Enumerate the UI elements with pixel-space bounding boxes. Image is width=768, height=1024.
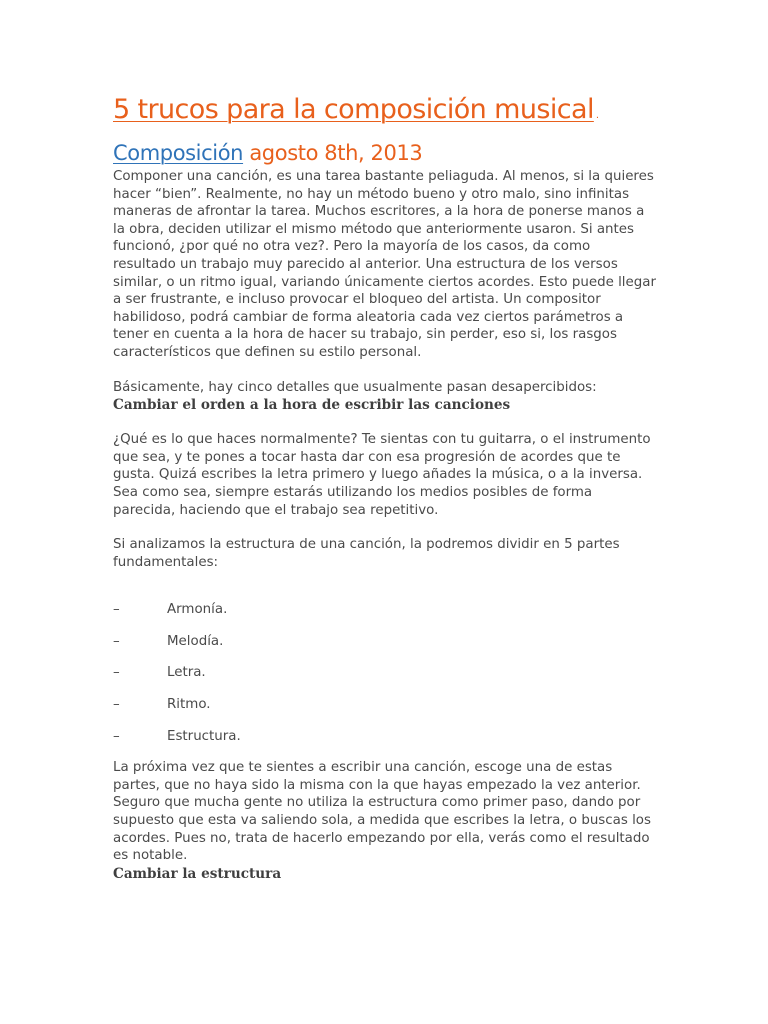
list-item-text: Melodía. [167,633,224,649]
paragraph-habits: ¿Qué es lo que haces normalmente? Te sientas con tu guitarra, o el instrumento que sea, y te pones a tocar hasta dar con esa progresión de acordes que te gusta. Quizá escribes la letra primero y luego añades la música, o a la inversa. Sea como sea, siempre estarás utilizando los medios posibles de forma parecida, haciendo que el trabajo sea repetitivo. [113,432,651,518]
details-paragraph: Básicamente, hay cinco detalles que usualmente pasan desapercibidos: [113,379,597,395]
list-item [113,601,656,619]
list-bullet: – [113,602,120,618]
list-bullet: – [113,633,120,649]
list-item-text: Letra. [167,665,206,681]
list-bullet: – [113,697,120,713]
post-meta [113,140,656,166]
section-heading-structure: Cambiar la estructura [113,865,282,882]
list-item-text: Ritmo. [167,697,211,713]
title-suffix: . [595,110,600,121]
post-date: agosto 8th, 2013 [249,141,423,165]
paragraph-next-time: La próxima vez que te sientes a escribir una canción, escoge una de estas partes, que no haya sido la misma con la que hayas empezado la vez anterior. Seguro que mucha gente no utiliza la estructura como primer paso, dando por supuesto que esta va saliendo sola, a medida que escribes la letra, o buscas los acordes. Pues no, trata de hacerlo empezando por ella, verás como el resultado es notable. [113,760,651,864]
list-bullet: – [113,665,120,681]
intro-paragraph: Componer una canción, es una tarea bastante peliaguda. Al menos, si la quieres hacer “bien”. Realmente, no hay un método bueno y otro malo, sino infinitas maneras de afrontar la tarea. Muchos escritores, a la hora de ponerse manos a la obra, deciden utilizar el mismo método que anteriormente usaron. Si antes funcionó, ¿por qué no otra vez?. Pero la mayoría de los casos, da como resultado un trabajo muy parecido al anterior. Una estructura de los versos similar, o un ritmo igual, variando únicamente ciertos acordes. Esto puede llegar a ser frustrante, e incluso provocar el bloqueo del artista. Un compositor habilidoso, podrá cambiar de forma aleatoria cada vez ciertos parámetros a tener en cuenta a la hora de hacer su trabajo, sin perder, eso si, los rasgos característicos que definen su estilo personal. [113,169,656,360]
title-row [113,92,656,128]
category-link[interactable]: Composición [113,141,244,165]
article-title[interactable]: 5 trucos para la composición musical [113,94,594,125]
list-item [113,633,656,651]
parts-list [113,601,656,745]
list-item [113,696,656,714]
list-bullet: – [113,728,120,744]
list-item [113,728,656,746]
list-item [113,664,656,682]
list-item-text: Armonía. [167,602,228,618]
paragraph-structure-intro: Si analizamos la estructura de una canción, la podremos dividir en 5 partes fundamentales: [113,537,620,570]
list-item-text: Estructura. [167,728,241,744]
section-heading-order: Cambiar el orden a la hora de escribir las canciones [113,397,511,414]
